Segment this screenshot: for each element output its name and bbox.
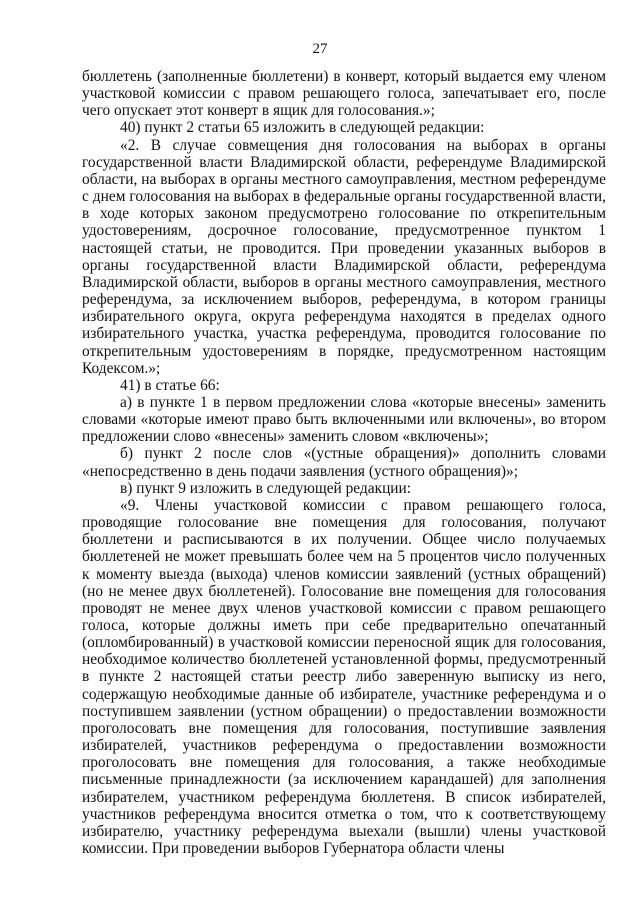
paragraph-item-40: 40) пункт 2 статьи 65 изложить в следующей редакции: [120, 119, 485, 137]
paragraph-subitem-a: а) в пункте 1 в первом предложении слова «которые внесены» заменить словами «которые имеют право быть включенными или включены», во втором предложении слово «внесены» заменить словом «включены»; [82, 393, 606, 446]
page-number: 27 [312, 41, 328, 57]
document-body [82, 68, 606, 857]
paragraph-subitem-v: в) пункт 9 изложить в следующей редакции: [120, 479, 412, 497]
paragraph-point-9-text: «9. Члены участковой комиссии с правом решающего голоса, проводящие голосование вне помещения для голосования, получают бюллетени и расписываются в их получении. Общее число получаемых бюллетеней не может превышать более чем на 5 процентов число полученных к моменту выезда (выхода) членов комиссии заявлений (устных обращений) (но не менее двух бюллетеней). Голосование вне помещения для голосования проводят не менее двух членов участковой комиссии с правом решающего голоса, которые должны иметь при себе предварительно опечатанный (опломбированный) в участковой комиссии переносной ящик для голосования, необходимое количество бюллетеней установленной формы, предусмотренный в пункте 2 настоящей статьи реестр либо заверенную выписку из него, содержащую необходимые данные об избирателе, участнике референдума и о поступившем заявлении (устном обращении) о предоставлении возможности проголосовать вне помещения для голосования, поступившие заявления избирателей, участников референдума о предоставлении возможности проголосовать вне помещения для голосования, а также необходимые письменные принадлежности (за исключением карандашей) для заполнения избирателем, участником референдума бюллетеня. В список избирателей, участников референдума вносится отметка о том, что к соответствующему избирателю, участнику референдума выехали (вышли) члены участковой комиссии. При проведении выборов Губернатора области члены [82, 496, 606, 858]
paragraph-point-2-text: «2. В случае совмещения дня голосования на выборах в органы государственной власти Владимирской области, референдуме Владимирской области, на выборах в органы местного самоуправления, местном референдуме с днем голосования на выборах в федеральные органы государственной власти, в ходе которых законом предусмотрено голосование по открепительным удостоверениям, досрочное голосование, предусмотренное пунктом 1 настоящей статьи, не проводится. При проведении указанных выборов в органы государственной власти Владимирской области, референдума Владимирской области, выборов в органы местного самоуправления, местного референдума, за исключением выборов, референдума, в котором границы избирательного округа, округа референдума находятся в пределах одного избирательного участка, участка референдума, проводится голосование по открепительным удостоверениям в порядке, предусмотренном настоящим Кодексом.»; [82, 136, 606, 377]
paragraph-continuation: бюллетень (заполненные бюллетени) в конверт, который выдается ему членом участковой комиссии с правом решающего голоса, запечатывает его, после чего опускает этот конверт в ящик для голосования.»; [82, 68, 606, 120]
paragraph-item-41: 41) в статье 66: [120, 376, 220, 394]
paragraph-subitem-b: б) пункт 2 после слов «(устные обращения)» дополнить словами «непосредственно в день подачи заявления (устного обращения)»; [82, 445, 606, 480]
